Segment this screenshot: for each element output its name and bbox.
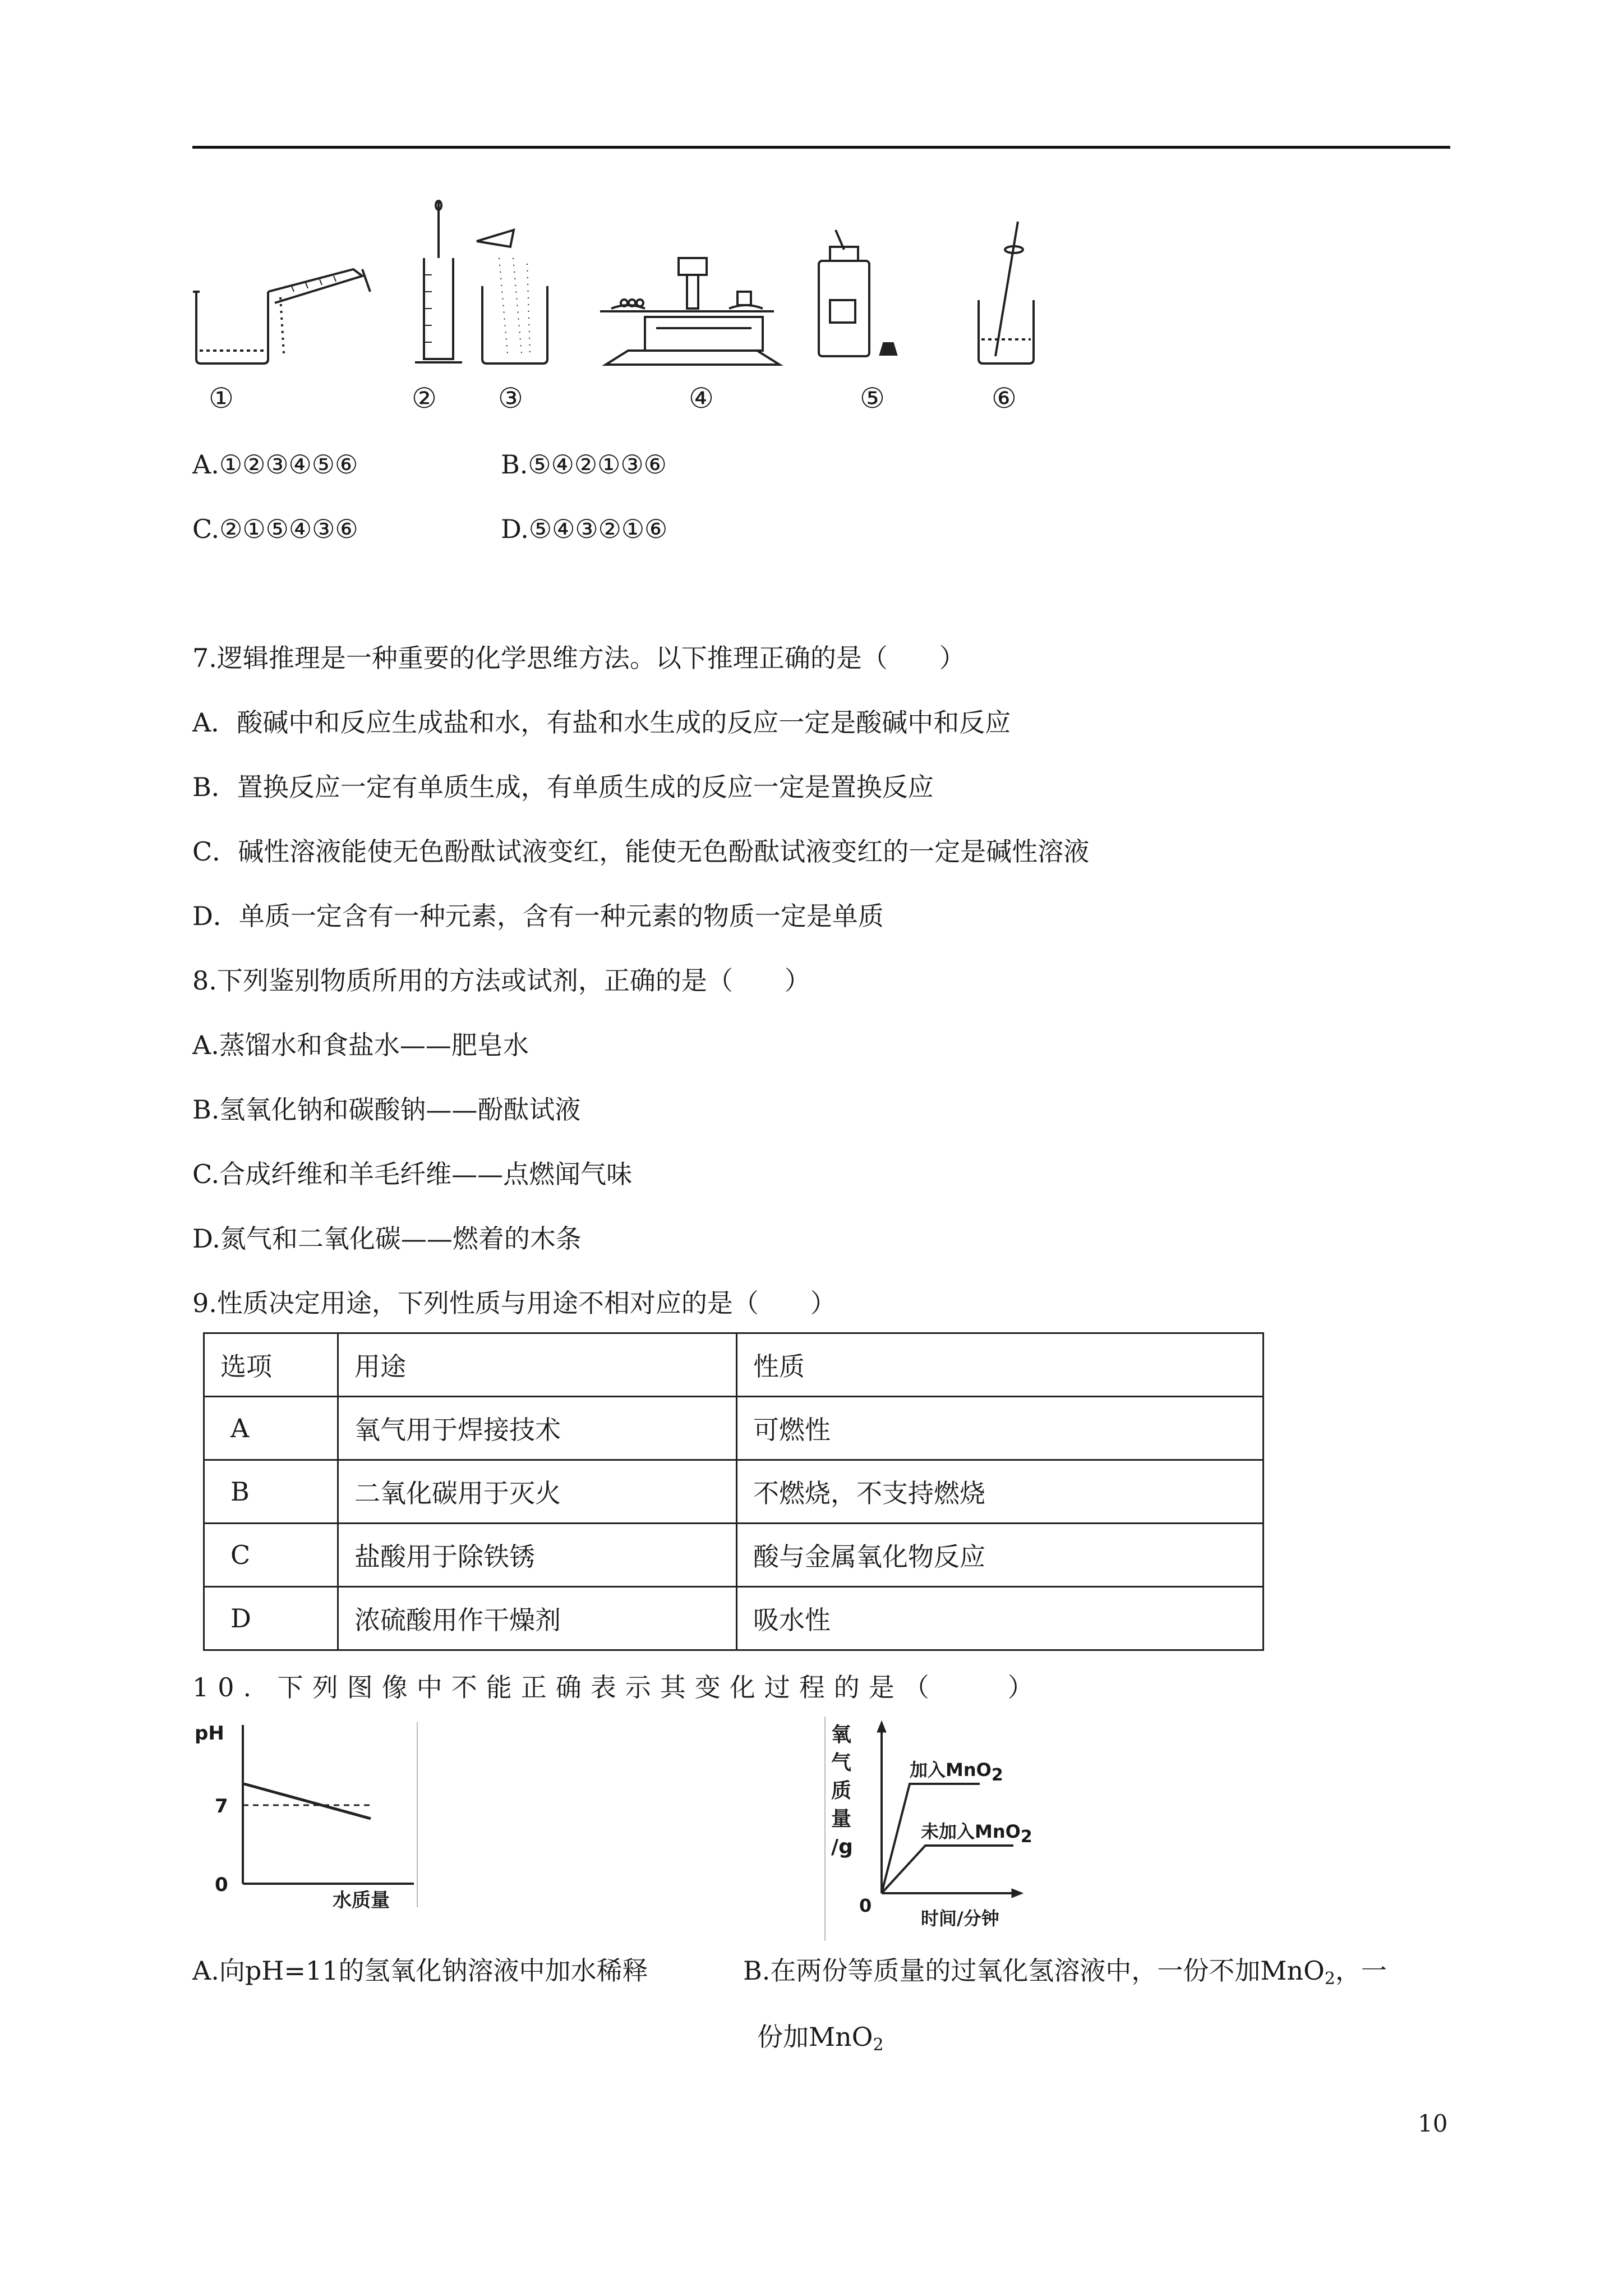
- graph-b-y-label: [831, 1721, 854, 1861]
- table-cell: B: [204, 1460, 338, 1524]
- q6-option-c: C.②①⑤④③⑥: [192, 514, 358, 544]
- graph-b-y-arrow: [877, 1721, 886, 1732]
- graph-a-tick-7: 7: [215, 1795, 228, 1818]
- table-header-cell: 选项: [204, 1333, 338, 1397]
- graph-a-origin: 0: [215, 1874, 228, 1896]
- table-cell: 酸与金属氧化物反应: [737, 1524, 1264, 1587]
- q7-option-c: C．碱性溶液能使无色酚酞试液变红，能使无色酚酞试液变红的一定是碱性溶液: [192, 836, 1090, 867]
- table-cell: 浓硫酸用作干燥剂: [338, 1587, 737, 1650]
- q7-option-d: D．单质一定含有一种元素，含有一种元素的物质一定是单质: [192, 901, 884, 931]
- q10-option-b-line2: [757, 2024, 884, 2054]
- table-cell: C: [204, 1524, 338, 1587]
- graph-b-label-no-mno2: [921, 1818, 1032, 1847]
- figure-label-1: ①: [209, 382, 234, 415]
- beaker-with-paper-icon: [477, 230, 547, 364]
- beaker-pouring-icon: [193, 269, 370, 364]
- graph-b-y-label-char: 气: [831, 1751, 852, 1774]
- q10-option-b-sub: 2: [1324, 1969, 1335, 1989]
- table-row: [204, 1397, 1264, 1460]
- table-row: [204, 1524, 1264, 1587]
- q6-option-b: B.⑤④②①③⑥: [501, 449, 667, 480]
- table-cell: D: [204, 1587, 338, 1650]
- table-cell: 不燃烧，不支持燃烧: [737, 1460, 1264, 1524]
- q8-stem: 8.下列鉴别物质所用的方法或试剂，正确的是（ ）: [192, 965, 810, 996]
- q9-table: [203, 1332, 1264, 1651]
- graph-b-x-label: 时间/分钟: [921, 1908, 999, 1929]
- figure-label-2: ②: [412, 382, 437, 415]
- graph-b-origin: 0: [859, 1895, 872, 1916]
- figure-label-6: ⑥: [992, 382, 1017, 415]
- graph-b-y-label-char: 质: [831, 1779, 852, 1802]
- graph-b-label-no-mno2-sub: 2: [1020, 1827, 1032, 1847]
- figure-label-4: ④: [689, 382, 714, 415]
- table-cell: 氧气用于焊接技术: [338, 1397, 737, 1460]
- graph-b-line-no-mno2: [882, 1846, 1013, 1893]
- table-cell: A: [204, 1397, 338, 1460]
- apparatus-figure: [185, 196, 1060, 370]
- figure-label-5: ⑤: [860, 382, 885, 415]
- graph-b-x-arrow: [1012, 1889, 1023, 1898]
- q6-option-d: D.⑤④③②①⑥: [501, 514, 668, 544]
- q8-option-a: A.蒸馏水和食盐水——肥皂水: [192, 1030, 529, 1060]
- graph-a-y-label: pH: [195, 1722, 224, 1745]
- table-header-row: [204, 1333, 1264, 1397]
- q10-option-b-line2-text: 份加MnO: [757, 2022, 873, 2052]
- graph-b-label-mno2-sub: 2: [991, 1765, 1003, 1785]
- q10-option-b-text: B.在两份等质量的过氧化氢溶液中，一份不加MnO: [743, 1955, 1325, 1986]
- graph-b-label-no-mno2-text: 未加入MnO: [921, 1821, 1021, 1842]
- table-header-cell: 性质: [737, 1333, 1264, 1397]
- q10-option-b-tail: ，一: [1335, 1955, 1387, 1986]
- figure-label-3: ③: [498, 382, 523, 415]
- q6-option-a: A.①②③④⑤⑥: [192, 449, 358, 480]
- q10-option-b-line1: [743, 1955, 1387, 1989]
- q8-option-d: D.氮气和二氧化碳——燃着的木条: [192, 1223, 582, 1254]
- graph-b-label-mno2-text: 加入MnO: [910, 1759, 992, 1780]
- table-cell: 吸水性: [737, 1587, 1264, 1650]
- q7-stem: 7.逻辑推理是一种重要的化学思维方法。以下推理正确的是（ ）: [192, 643, 965, 673]
- table-header-cell: 用途: [338, 1333, 737, 1397]
- q8-option-c: C.合成纤维和羊毛纤维——点燃闻气味: [192, 1159, 633, 1189]
- header-rule: [192, 146, 1450, 149]
- beaker-stirring-icon: [979, 222, 1034, 364]
- q7-option-a: A．酸碱中和反应生成盐和水，有盐和水生成的反应一定是酸碱中和反应: [192, 707, 1011, 738]
- graph-b-y-unit: /g: [831, 1835, 853, 1858]
- graph-a: [192, 1722, 418, 1912]
- graph-b-y-label-char: 氧: [831, 1723, 852, 1746]
- graph-b: [824, 1717, 1050, 1941]
- graph-b-y-label-char: 量: [831, 1807, 852, 1830]
- q7-option-b: B．置换反应一定有单质生成，有单质生成的反应一定是置换反应: [192, 772, 934, 802]
- reagent-bottle-icon: [819, 230, 896, 356]
- q9-stem: 9.性质决定用途，下列性质与用途不相对应的是（ ）: [192, 1288, 836, 1318]
- table-cell: 可燃性: [737, 1397, 1264, 1460]
- graph-a-x-label: 水质量: [333, 1889, 390, 1912]
- table-row: [204, 1587, 1264, 1650]
- page-number: 10: [1418, 2110, 1448, 2137]
- q8-option-b: B.氢氧化钠和碳酸钠——酚酞试液: [192, 1094, 581, 1125]
- graduated-cylinder-icon: [415, 201, 462, 362]
- graph-a-data-line: [244, 1784, 371, 1819]
- table-cell: 盐酸用于除铁锈: [338, 1524, 737, 1587]
- q10-option-b-line2-sub: 2: [873, 2035, 884, 2055]
- table-cell: 二氧化碳用于灭火: [338, 1460, 737, 1524]
- balance-scale-icon: [600, 258, 780, 365]
- q10-option-a: A.向pH=11的氢氧化钠溶液中加水稀释: [192, 1955, 648, 1986]
- table-row: [204, 1460, 1264, 1524]
- graph-b-label-mno2: [910, 1756, 1003, 1785]
- q10-stem: 10. 下列图像中不能正确表示其变化过程的是（ ）: [192, 1672, 1043, 1703]
